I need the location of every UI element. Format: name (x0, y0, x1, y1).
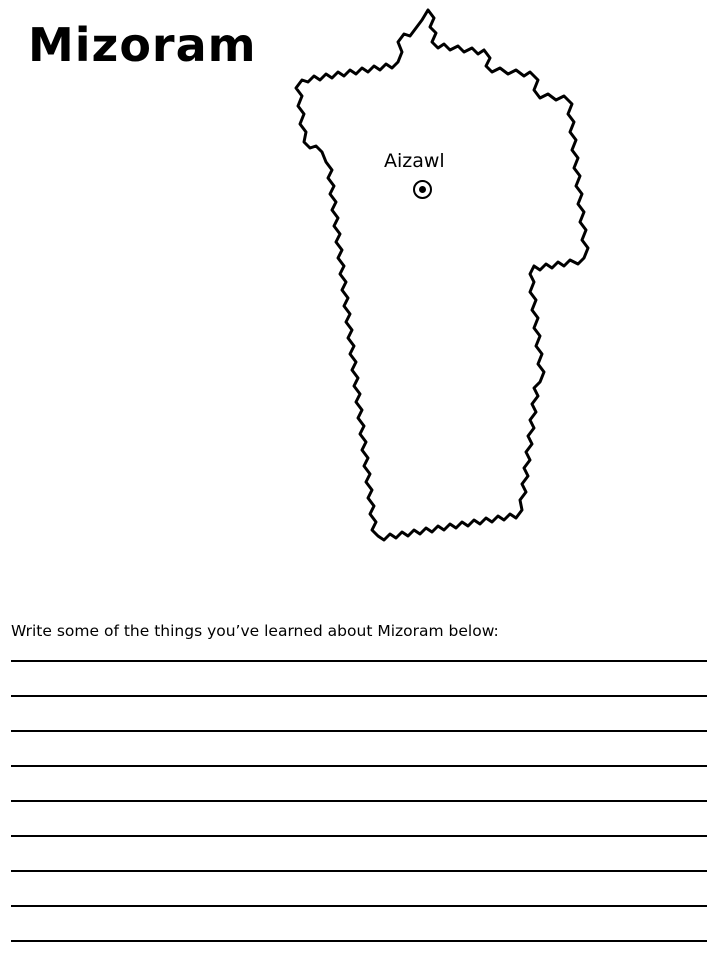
writing-line[interactable] (11, 695, 707, 697)
writing-line[interactable] (11, 905, 707, 907)
mizoram-map (272, 0, 612, 610)
capital-label: Aizawl (384, 150, 445, 172)
writing-line[interactable] (11, 800, 707, 802)
writing-line[interactable] (11, 870, 707, 872)
page-title: Mizoram (28, 18, 257, 72)
map-outline-icon (272, 0, 612, 610)
writing-line[interactable] (11, 660, 707, 662)
writing-line[interactable] (11, 730, 707, 732)
capital-dot-icon (413, 180, 432, 199)
writing-lines (11, 660, 707, 975)
worksheet-prompt: Write some of the things you’ve learned about Mizoram below: (11, 622, 499, 640)
writing-line[interactable] (11, 835, 707, 837)
writing-line[interactable] (11, 765, 707, 767)
writing-line[interactable] (11, 940, 707, 942)
